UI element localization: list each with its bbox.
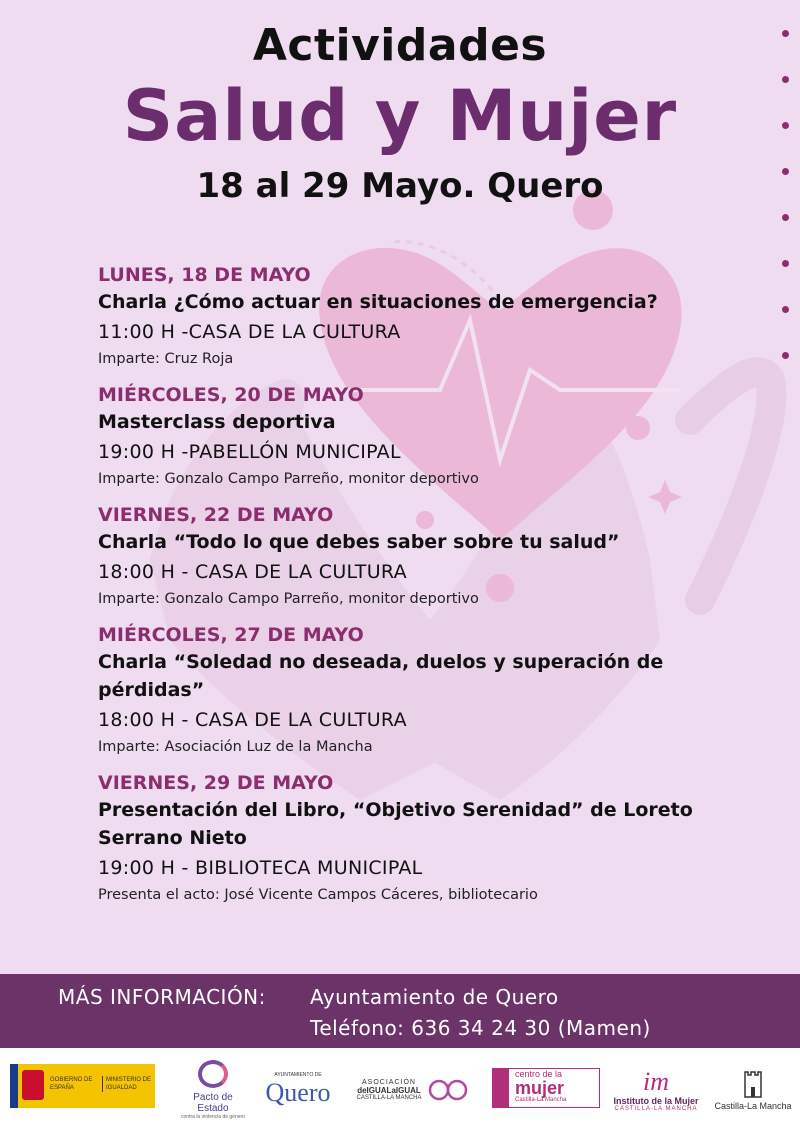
instituto-text-2: CASTILLA-LA MANCHA <box>614 1106 698 1112</box>
centro-text-2: mujer <box>515 1078 565 1098</box>
eu-flag-icon <box>10 1064 18 1108</box>
more-info-bar <box>0 974 800 1048</box>
event-day: LUNES, 18 DE MAYO <box>98 264 311 286</box>
event-presenter: Imparte: Asociación Luz de la Mancha <box>98 739 373 755</box>
event-presenter: Imparte: Cruz Roja <box>98 351 234 367</box>
sponsor-logos <box>0 1048 800 1132</box>
clm-text: Castilla-La Mancha <box>714 1101 792 1111</box>
centro-text-1: centro de la <box>515 1069 563 1079</box>
logo-centro-mujer <box>492 1068 600 1108</box>
event-title: Masterclass deportiva <box>98 411 336 433</box>
events-list <box>98 262 788 918</box>
event-day: MIÉRCOLES, 20 DE MAYO <box>98 384 364 406</box>
coat-of-arms-icon <box>22 1070 44 1100</box>
event-title: Presentación del Libro, “Objetivo Serenidad” de Loreto Serrano Nieto <box>98 799 693 849</box>
event-item <box>98 382 788 490</box>
event-item <box>98 770 788 906</box>
logo-ministerio-igualdad <box>10 1064 155 1108</box>
quero-small-text: AYUNTAMIENTO DE <box>274 1072 322 1078</box>
event-title: Charla “Soledad no deseada, duelos y superación de pérdidas” <box>98 651 664 701</box>
logo-asociacion-igual <box>348 1060 478 1120</box>
event-day: VIERNES, 22 DE MAYO <box>98 504 334 526</box>
more-info-label: MÁS INFORMACIÓN: <box>58 985 266 1009</box>
logo-gobierno-text: GOBIERNO DE ESPAÑA <box>50 1077 93 1091</box>
pacto-text: Pacto de Estado <box>193 1092 233 1114</box>
more-info-phone: Teléfono: 636 34 24 30 (Mamen) <box>310 1016 651 1040</box>
event-title: Charla “Todo lo que debes saber sobre tu salud” <box>98 531 620 553</box>
asoc-text-1: ASOCIACIÓN <box>362 1079 416 1086</box>
header-activities: Actividades <box>252 20 548 71</box>
event-presenter: Imparte: Gonzalo Campo Parreño, monitor deportivo <box>98 471 479 487</box>
logo-ministerio-text: MINISTERIO DE IGUALDAD <box>102 1076 152 1092</box>
castle-icon <box>742 1069 764 1099</box>
logo-instituto-mujer <box>606 1060 706 1120</box>
header-title: Salud y Mujer <box>122 75 678 157</box>
event-title: Charla ¿Cómo actuar en situaciones de emergencia? <box>98 291 658 313</box>
quero-text: Quero <box>265 1078 331 1107</box>
event-time-place: 18:00 H - CASA DE LA CULTURA <box>98 561 407 583</box>
asoc-text-2: deIGUALaIGUAL <box>357 1086 421 1095</box>
centro-text-3: Castilla-La Mancha <box>515 1097 567 1103</box>
event-time-place: 18:00 H - CASA DE LA CULTURA <box>98 709 407 731</box>
centro-mujer-mark-icon <box>493 1069 509 1107</box>
pacto-ring-icon <box>198 1060 228 1088</box>
header-dates: 18 al 29 Mayo. Quero <box>196 166 604 206</box>
event-item <box>98 262 788 370</box>
event-time-place: 19:00 H -PABELLÓN MUNICIPAL <box>98 441 401 463</box>
asoc-text-3: CASTILLA-LA MANCHA <box>356 1095 422 1101</box>
event-day: MIÉRCOLES, 27 DE MAYO <box>98 624 364 646</box>
event-item <box>98 502 788 610</box>
event-item <box>98 622 788 758</box>
event-day: VIERNES, 29 DE MAYO <box>98 772 334 794</box>
logo-castilla-la-mancha <box>712 1060 794 1120</box>
more-info-organizer: Ayuntamiento de Quero <box>310 985 559 1009</box>
gender-symbols-icon <box>426 1077 470 1103</box>
logo-pacto-estado <box>178 1060 248 1120</box>
logo-ayuntamiento-quero <box>258 1060 338 1120</box>
event-presenter: Presenta el acto: José Vicente Campos Cáceres, bibliotecario <box>98 887 538 903</box>
event-presenter: Imparte: Gonzalo Campo Parreño, monitor deportivo <box>98 591 479 607</box>
pacto-subtext: contra la violencia de género <box>181 1114 245 1120</box>
event-time-place: 11:00 H -CASA DE LA CULTURA <box>98 321 401 343</box>
instituto-im-icon: im <box>643 1067 669 1096</box>
event-time-place: 19:00 H - BIBLIOTECA MUNICIPAL <box>98 857 423 879</box>
poster-header <box>0 18 800 208</box>
instituto-text-1: Instituto de la Mujer <box>613 1096 699 1106</box>
